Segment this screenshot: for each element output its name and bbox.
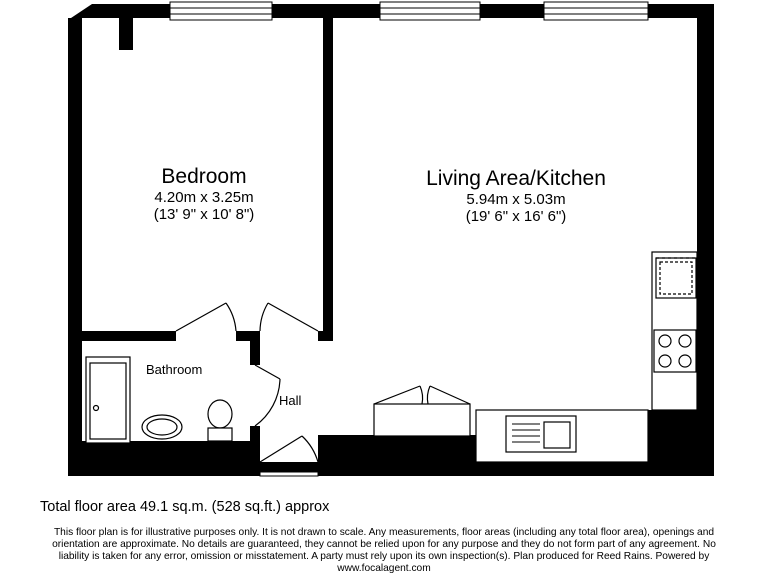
hob bbox=[654, 330, 696, 372]
wall-bedroom-bottom-mid bbox=[236, 331, 260, 341]
wall-bedroom-bottom-right bbox=[318, 331, 333, 341]
wall-bath-hall-top bbox=[250, 341, 260, 365]
outer-wall-right bbox=[697, 4, 714, 476]
disclaimer-line: This floor plan is for illustrative purposes only. It is not drawn to scale. Any measurements, floor areas (including any total floor area), openings and bbox=[53, 527, 715, 538]
window-living-right bbox=[544, 2, 648, 20]
door-sills bbox=[260, 472, 318, 476]
hob-ring-icon bbox=[679, 355, 691, 367]
door-bedroom-right bbox=[260, 303, 318, 331]
outer-wall-left bbox=[68, 18, 82, 476]
wall-bedroom-living bbox=[323, 18, 333, 340]
wall-bedroom-bottom-left bbox=[82, 331, 176, 341]
wall-kitchen-base bbox=[328, 435, 476, 462]
disclaimer-line: liability is taken for any error, omission or misstatement. A party must rely upon its own inspection(s). Plan produced for Reed Rains. Powered by bbox=[58, 551, 710, 562]
wall-stub bbox=[119, 18, 133, 50]
fridge-inner bbox=[660, 262, 692, 294]
toilet-bowl bbox=[208, 400, 232, 428]
door-bedroom-left bbox=[176, 303, 236, 331]
bedroom-name: Bedroom bbox=[161, 165, 247, 188]
wall-hall-right-bottom bbox=[318, 435, 328, 462]
wall-bath-bottom-fill bbox=[82, 441, 252, 462]
sink-bowl bbox=[544, 422, 570, 448]
door-entrance bbox=[260, 436, 318, 462]
door-bathroom bbox=[255, 365, 280, 426]
interior-walls bbox=[82, 18, 697, 462]
living-label bbox=[400, 167, 632, 226]
bathroom-name: Bathroom bbox=[146, 362, 203, 377]
outer-wall-bottom bbox=[68, 462, 714, 476]
storage-unit bbox=[374, 404, 470, 436]
shower-drain-icon bbox=[94, 406, 99, 411]
hob-ring-icon bbox=[659, 355, 671, 367]
window-living-left bbox=[380, 2, 480, 20]
toilet-cistern bbox=[208, 428, 232, 441]
disclaimer-line: orientation are approximate. No details are guaranteed, they cannot be relied upon for any purpose and they do not form part of any agreement. No bbox=[52, 539, 716, 550]
door-cupboard bbox=[374, 386, 470, 404]
total-floor-area: Total floor area 49.1 sq.m. (528 sq.ft.) approx bbox=[40, 499, 330, 515]
bedroom-label bbox=[130, 165, 278, 224]
washbasin-inner bbox=[147, 419, 177, 435]
bedroom-dims-m: 4.20m x 3.25m bbox=[154, 189, 254, 207]
living-name: Living Area/Kitchen bbox=[426, 167, 606, 190]
windows bbox=[170, 2, 648, 20]
bedroom-dims-ft: (13' 9" x 10' 8") bbox=[153, 206, 255, 224]
window-bedroom bbox=[170, 2, 272, 20]
disclaimer bbox=[20, 527, 748, 575]
hall-name: Hall bbox=[279, 393, 302, 408]
shower-inner bbox=[90, 363, 126, 439]
hob-ring-icon bbox=[659, 335, 671, 347]
disclaimer-link[interactable]: www.focalagent.com bbox=[337, 563, 431, 574]
hob-ring-icon bbox=[679, 335, 691, 347]
living-dims-ft: (19' 6" x 16' 6") bbox=[465, 208, 567, 226]
wall-kitchen-corner bbox=[648, 410, 697, 462]
living-dims-m: 5.94m x 5.03m bbox=[466, 191, 566, 209]
